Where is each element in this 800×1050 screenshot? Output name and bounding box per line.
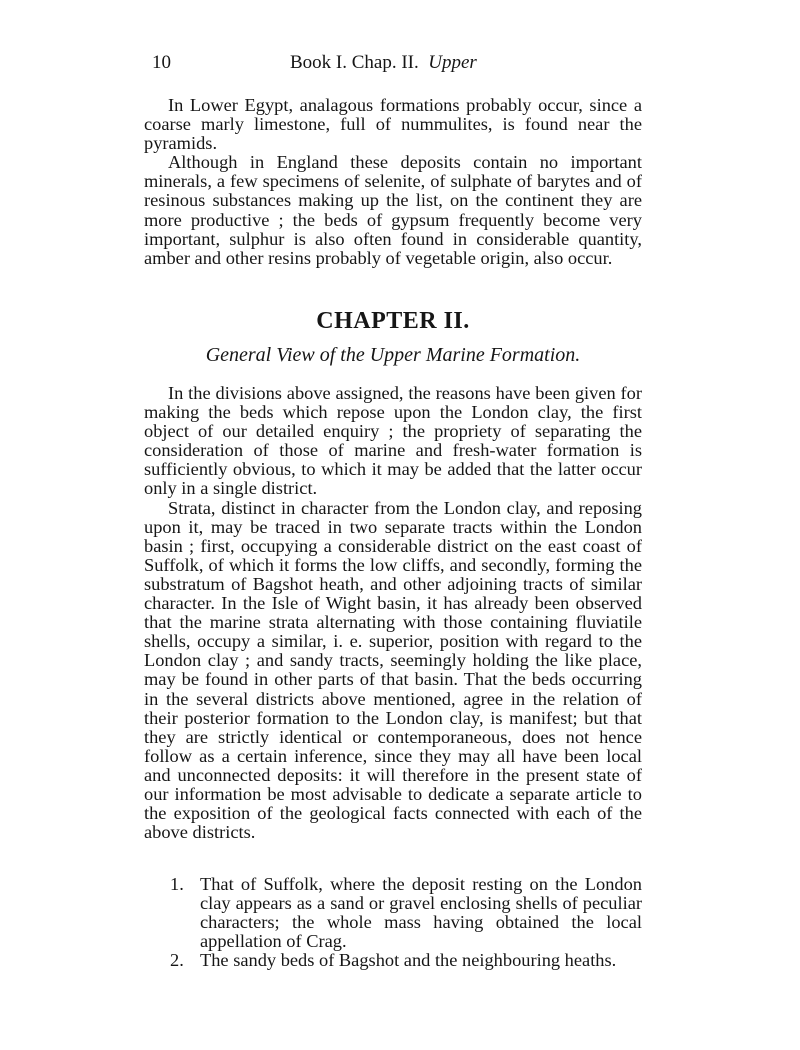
preceding-text <box>144 96 642 268</box>
chapter-subtitle: General View of the Upper Marine Formation. <box>205 344 581 366</box>
paragraph-divisions: In the divisions above assigned, the reasons have been given for making the beds which repose upon the London clay, the first object of our detailed enquiry ; the propriety of separating the consideration of those of marine and fresh-water formation is sufficiently obvious, to which it may be added that the latter occur only in a single district. <box>144 383 642 499</box>
running-head <box>152 52 642 78</box>
list-item-number: 1. <box>170 874 184 894</box>
paragraph-strata: Strata, distinct in character from the London clay, and reposing upon it, may be traced in two separate tracts within the London basin ; first, occupying a considerable district on the east coast of Suffolk, of which it forms the low cliffs, and secondly, forming the substratum of Bagshot heath, and other adjoining tracts of similar character. In the Isle of Wight basin, it has already been observed that the marine strata alternating with those containing fluviatile shells, occupy a similar, i. e. superior, position with regard to the London clay ; and sandy tracts, seemingly holding the like place, may be found in other parts of that basin. That the beds occurring in the several districts above mentioned, agree in the relation of their posterior formation to the London clay, is manifest; but that they are strictly identical or contemporaneous, does not hence follow as a certain inference, since they may all have been local and unconnected deposits: it will therefore in the present state of our information be most advisable to dedicate a separate article to the exposition of the geological facts connected with each of the above districts. <box>144 497 642 843</box>
list-item-number: 2. <box>170 950 184 971</box>
chapter-text <box>144 384 642 842</box>
paragraph-lower-egypt: In Lower Egypt, analagous formations probably occur, since a coarse marly limestone, full of nummulites, is found near the pyramids. <box>144 95 642 154</box>
list-item-text: That of Suffolk, where the deposit resting on the London clay appears as a sand or gravel enclosing shells of peculiar characters; the whole mass having obtained the local appellation of Crag. <box>200 874 642 952</box>
list-item <box>170 875 642 951</box>
chapter-heading: CHAPTER II. <box>316 308 470 334</box>
list-item <box>170 951 642 970</box>
running-title <box>290 52 477 74</box>
running-title-italic: Upper <box>428 52 477 73</box>
page-number: 10 <box>152 52 171 73</box>
running-title-prefix: Book I. Chap. II. <box>290 52 419 73</box>
paragraph-minerals: Although in England these deposits contain no important minerals, a few specimens of selenite, of sulphate of barytes and of resinous substances making up the list, on the continent they are more productive ; the beds of gypsum frequently become very important, sulphur is also often found in considerable quantity, amber and other resins probably of vegetable origin, also occur. <box>144 152 642 268</box>
list-item-text: The sandy beds of Bagshot and the neighbouring heaths. <box>200 950 617 971</box>
districts-list <box>170 875 642 970</box>
